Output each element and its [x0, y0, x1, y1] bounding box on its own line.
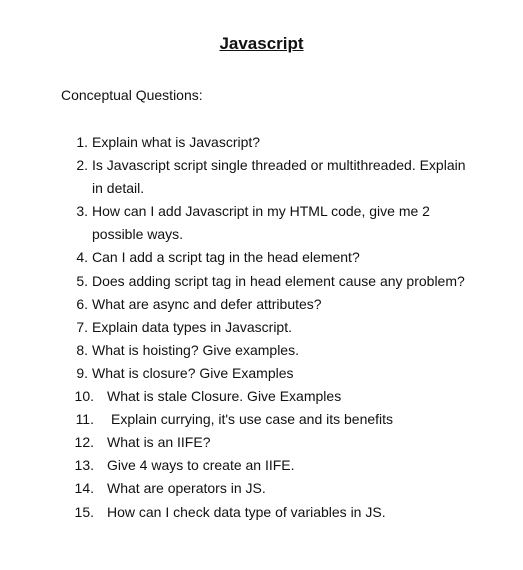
list-item-number: 10.: [74, 388, 94, 405]
list-item-number: 14.: [74, 480, 94, 497]
list-item-text: What is hoisting? Give examples.: [92, 341, 299, 358]
list-item-number: 11.: [75, 411, 94, 428]
list-item-text: Is Javascript script single threaded or multithreaded. Explain in detail.: [92, 157, 466, 197]
list-item: [0, 477, 523, 500]
list-item-number: 1.: [76, 134, 88, 150]
list-item: [0, 501, 523, 524]
list-item-number: 12.: [74, 434, 94, 451]
list-item-text: What is an IIFE?: [107, 434, 211, 451]
list-item-text: What is closure? Give Examples: [92, 364, 294, 381]
list-item-text: Explain currying, it's use case and its benefits: [111, 411, 394, 428]
list-item: [0, 200, 523, 246]
list-item: [0, 385, 523, 408]
list-item-text: How can I add Javascript in my HTML code, give me 2 possible ways.: [92, 203, 430, 243]
list-item: [0, 362, 523, 385]
list-item-text: Explain what is Javascript?: [92, 134, 261, 150]
list-item: [0, 246, 523, 269]
list-item-number: 15.: [74, 503, 94, 520]
questions-list: [0, 131, 523, 524]
list-item: [0, 270, 523, 293]
list-item-number: 6.: [76, 295, 88, 312]
list-item: [0, 408, 523, 431]
list-item-text: Does adding script tag in head element cause any problem?: [92, 272, 465, 289]
list-item-number: 4.: [76, 249, 88, 266]
list-item: [0, 293, 523, 316]
section-heading: Conceptual Questions:: [61, 87, 203, 103]
list-item: [0, 454, 523, 477]
list-item-number: 5.: [76, 272, 88, 289]
document-title: Javascript: [219, 34, 304, 53]
list-item-number: 9.: [76, 364, 88, 381]
list-item-number: 8.: [76, 341, 88, 358]
list-item: [0, 431, 523, 454]
list-item-text: What are operators in JS.: [107, 480, 266, 497]
list-item-number: 7.: [76, 318, 88, 335]
list-item-text: Give 4 ways to create an IIFE.: [107, 457, 295, 474]
list-item-number: 3.: [76, 203, 88, 220]
list-item-number: 13.: [74, 457, 94, 474]
list-item: [0, 339, 523, 362]
list-item-text: How can I check data type of variables in JS.: [107, 503, 386, 520]
list-item: [0, 154, 523, 200]
list-item: [0, 316, 523, 339]
list-item-text: Explain data types in Javascript.: [92, 318, 292, 335]
list-item-text: What are async and defer attributes?: [92, 295, 322, 312]
list-item-text: Can I add a script tag in the head element?: [92, 249, 360, 266]
list-item: [0, 131, 523, 154]
list-item-number: 2.: [76, 157, 88, 174]
list-item-text: What is stale Closure. Give Examples: [107, 388, 342, 405]
